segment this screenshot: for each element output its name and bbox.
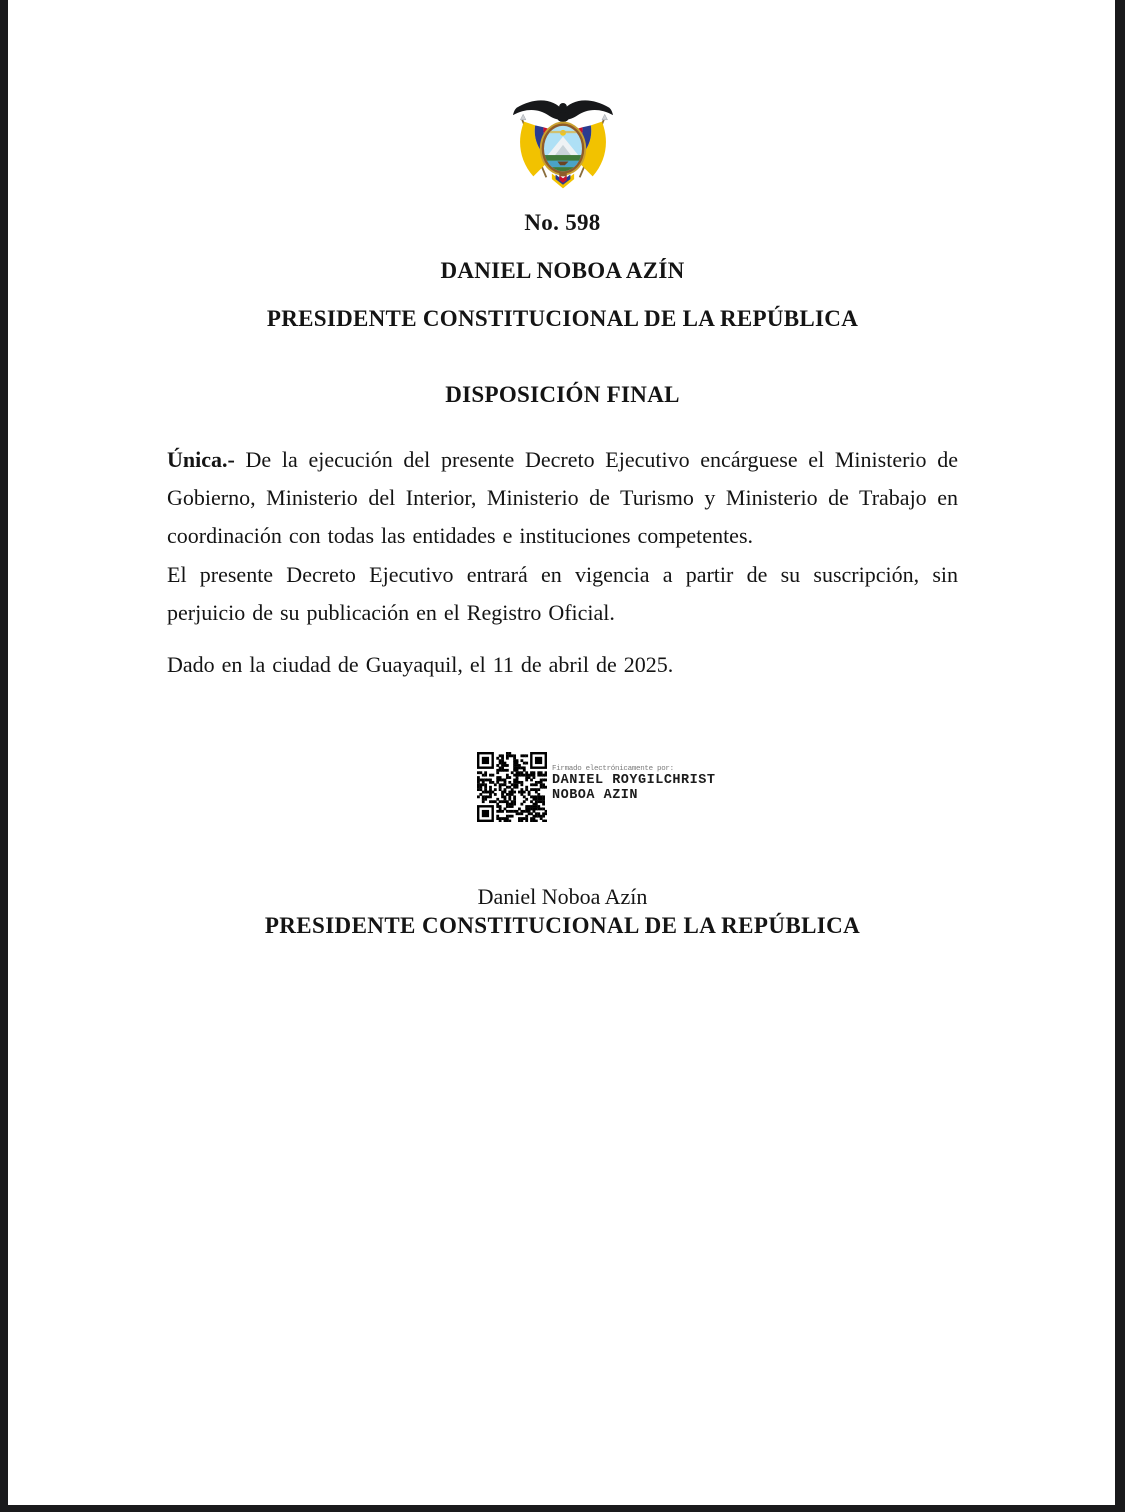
signature-stamp-text (552, 765, 715, 803)
paragraph-unica-body: De la ejecución del presente Decreto Ejecutivo encárguese el Ministerio de Gobierno, Ministerio del Interior, Ministerio de Turismo y Ministerio de Trabajo en coordinación con todas las entidades e instituciones competentes. (167, 447, 958, 548)
signature-stamp-name-line1: DANIEL ROYGILCHRIST (552, 773, 716, 788)
signature-title: PRESIDENTE CONSTITUCIONAL DE LA REPÚBLICA (264, 913, 861, 938)
signature-name: Daniel Noboa Azín (477, 884, 648, 909)
ecuador-coat-of-arms-icon (507, 92, 619, 194)
section-heading: DISPOSICIÓN FINAL (445, 382, 680, 407)
author-name-heading: DANIEL NOBOA AZÍN (440, 258, 685, 283)
qr-code (477, 752, 547, 822)
paragraph-unica-label: Única.- (167, 447, 235, 472)
paragraph-dado: Dado en la ciudad de Guayaquil, el 11 de abril de 2025. (167, 652, 674, 677)
paragraph-vigencia: El presente Decreto Ejecutivo entrará en vigencia a partir de su suscripción, sin perjuicio de su publicación en el Registro Oficial. (167, 562, 958, 625)
signature-stamp-preamble: Firmado electrónicamente por: (552, 765, 674, 773)
viewer-edge-bottom (0, 1505, 1125, 1512)
signature-stamp-name-line2: NOBOA AZIN (552, 787, 639, 803)
author-title-heading: PRESIDENTE CONSTITUCIONAL DE LA REPÚBLICA (266, 306, 859, 331)
document-number: No. 598 (524, 210, 601, 235)
paragraph-unica (167, 441, 958, 555)
electronic-signature-stamp (477, 752, 715, 822)
